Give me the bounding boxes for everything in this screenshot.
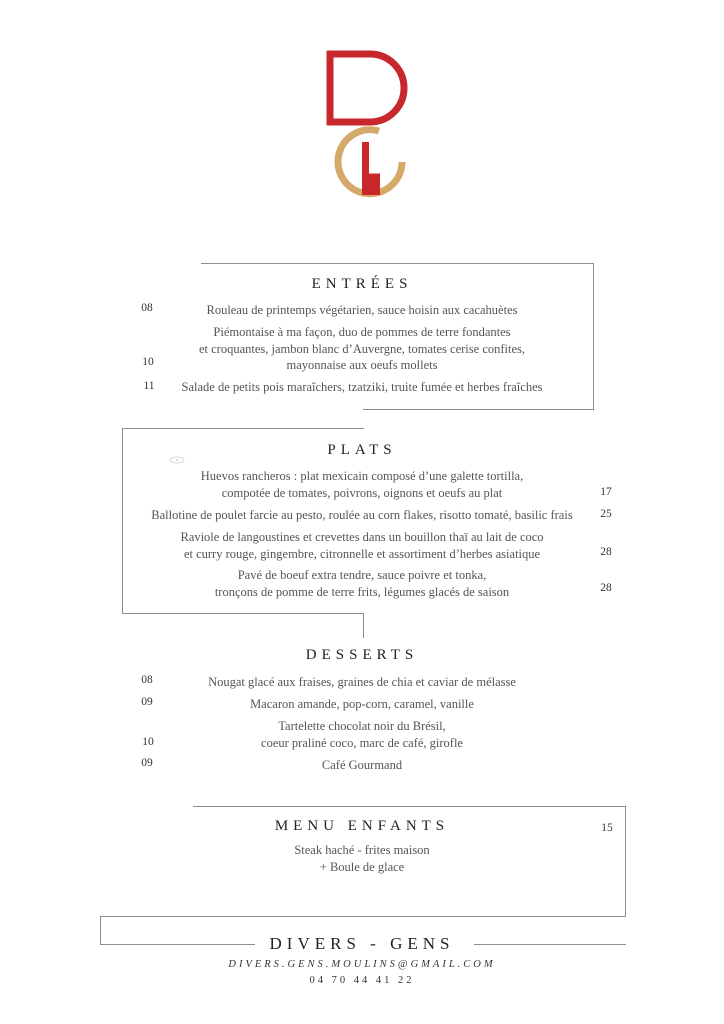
ornament-icon bbox=[168, 455, 186, 465]
plats-frame-bottom bbox=[122, 613, 364, 614]
dessert-item-3-price: 10 bbox=[142, 736, 154, 748]
plat-item-3-line-1: Raviole de langoustines et crevettes dans un bouillon thaï au lait de coco bbox=[180, 530, 544, 544]
footer-phone[interactable]: 04 70 44 41 22 bbox=[309, 975, 415, 986]
entree-item-2 bbox=[0, 324, 724, 374]
section-title-entrees: ENTRÉES bbox=[311, 276, 413, 292]
entree-item-1 bbox=[0, 302, 724, 319]
dessert-item-2-price: 09 bbox=[141, 696, 153, 708]
dessert-item-2 bbox=[0, 696, 724, 713]
dessert-item-3-line-2: coeur praliné coco, marc de café, girofle bbox=[261, 735, 463, 750]
plat-item-1-price: 17 bbox=[600, 486, 612, 498]
enfants-price: 15 bbox=[601, 822, 613, 834]
plat-item-1-line-1: Huevos rancheros : plat mexicain composé d’une galette tortilla, bbox=[200, 469, 524, 483]
plat-item-4-line-2: tronçons de pomme de terre frits, légumes glacés de saison bbox=[214, 584, 510, 599]
dessert-item-3 bbox=[0, 718, 724, 751]
entree-item-3 bbox=[0, 379, 724, 396]
footer-email[interactable]: DIVERS.GENS.MOULINS@GMAIL.COM bbox=[228, 959, 496, 970]
enfants-line-1: Steak haché - frites maison bbox=[294, 843, 430, 857]
entree-item-2-line-1: Piémontaise à ma façon, duo de pommes de terre fondantes bbox=[213, 325, 511, 339]
dessert-item-3-line-1: Tartelette chocolat noir du Brésil, bbox=[278, 719, 446, 733]
entree-item-2-price: 10 bbox=[142, 356, 154, 368]
entrees-frame-bottom bbox=[363, 409, 594, 410]
entrees-frame-top bbox=[201, 263, 594, 264]
section-title-desserts: DESSERTS bbox=[305, 647, 419, 663]
entree-item-3-line-1: Salade de petits pois maraîchers, tzatziki, truite fumée et herbes fraîches bbox=[181, 380, 543, 394]
enfants-line-2: + Boule de glace bbox=[319, 859, 405, 874]
section-title-plats: PLATS bbox=[327, 442, 397, 458]
footer-brand: DIVERS - GENS bbox=[269, 934, 455, 953]
enfants-item bbox=[0, 842, 724, 875]
entree-item-1-line-1: Rouleau de printemps végétarien, sauce hoisin aux cacahuètes bbox=[206, 303, 518, 317]
plat-item-3-line-2: et curry rouge, gingembre, citronnelle et assortiment d’herbes asiatique bbox=[183, 546, 541, 561]
dessert-item-1-price: 08 bbox=[141, 674, 153, 686]
section-title-enfants: MENU ENFANTS bbox=[274, 818, 450, 834]
logo-d-letter bbox=[330, 54, 404, 122]
plat-item-4-line-1: Pavé de boeuf extra tendre, sauce poivre et tonka, bbox=[237, 568, 487, 582]
dessert-item-4-price: 09 bbox=[141, 757, 153, 769]
plats-frame-top bbox=[122, 428, 364, 429]
dg-logo bbox=[322, 50, 412, 200]
entree-item-2-line-3: mayonnaise aux oeufs mollets bbox=[286, 358, 438, 372]
dessert-item-2-line-1: Macaron amande, pop-corn, caramel, vanille bbox=[250, 697, 474, 711]
entree-item-3-price: 11 bbox=[143, 380, 155, 392]
enfants-frame-top bbox=[193, 806, 626, 807]
dessert-item-4 bbox=[0, 757, 724, 774]
dessert-item-1-line-1: Nougat glacé aux fraises, graines de chia et caviar de mélasse bbox=[208, 675, 516, 689]
plats-frame-connector bbox=[363, 613, 364, 638]
logo-g-stem bbox=[362, 142, 380, 195]
plat-item-4-price: 28 bbox=[600, 582, 612, 594]
plat-item-2-line-1: Ballotine de poulet farcie au pesto, roulée au corn flakes, risotto tomaté, basilic frais bbox=[151, 508, 573, 522]
dessert-item-4-line-1: Café Gourmand bbox=[321, 758, 403, 772]
entree-item-1-price: 08 bbox=[141, 302, 153, 314]
plat-item-3-price: 28 bbox=[600, 546, 612, 558]
enfants-frame-bottom bbox=[100, 916, 626, 917]
dessert-item-1 bbox=[0, 674, 724, 691]
plat-item-2-price: 25 bbox=[600, 508, 612, 520]
plat-item-1-line-2: compotée de tomates, poivrons, oignons et oeufs au plat bbox=[221, 485, 503, 500]
entree-item-2-line-2: et croquantes, jambon blanc d’Auvergne, tomates cerise confites, bbox=[198, 341, 526, 356]
